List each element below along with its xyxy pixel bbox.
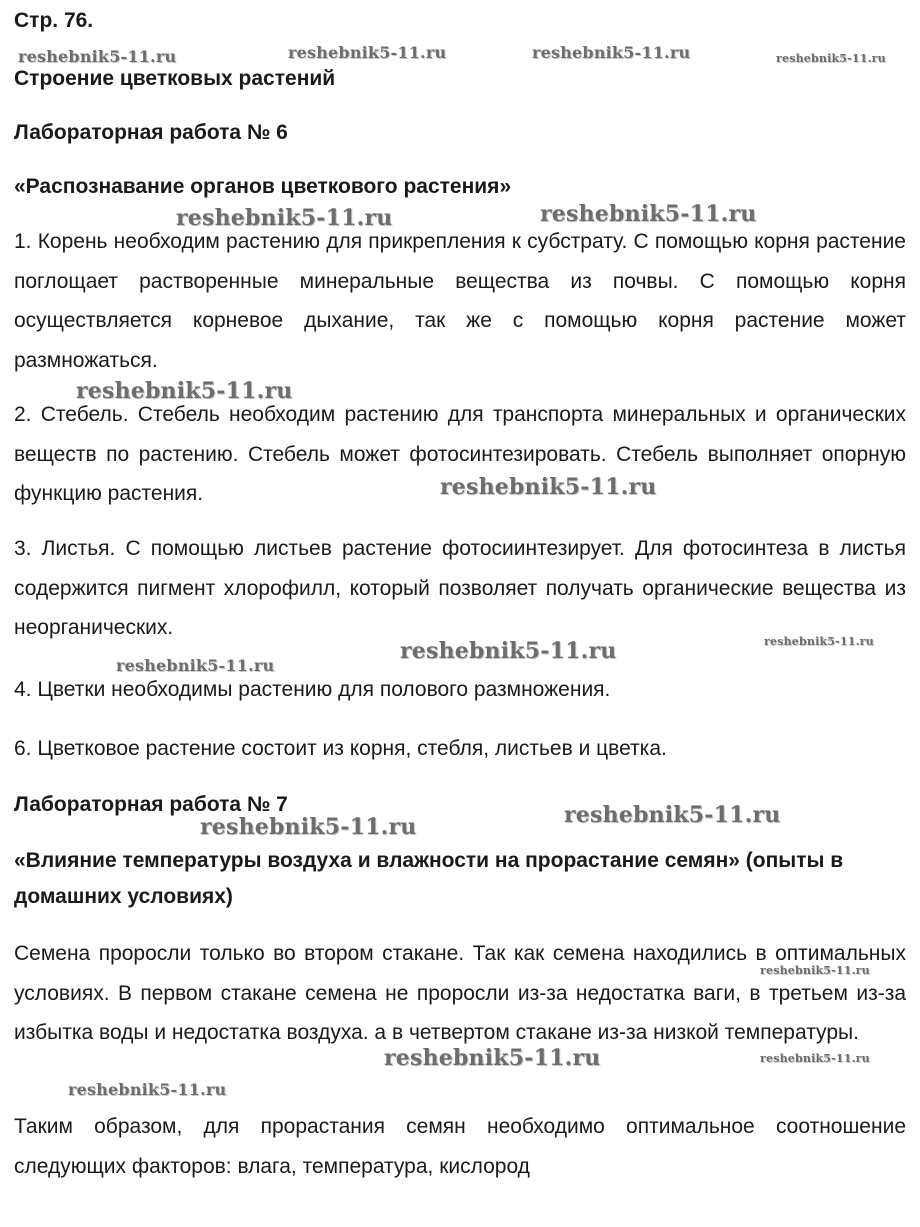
- watermark: reshebnik5-11.ru: [200, 814, 417, 840]
- watermark: reshebnik5-11.ru: [532, 43, 691, 62]
- lab7-paragraph-2: Таким образом, для прорастания семян необходимо оптимальное соотношение следующих факторов: влага, температура, кислород: [14, 1115, 906, 1178]
- lab6-item-1: 1. Корень необходим растению для прикрепления к субстрату. С помощью корня растение поглощает растворенные минеральные вещества из почвы. С помощью корня осуществляется корневое дыхание, так же с помощью корня растение может размножаться.: [14, 230, 906, 372]
- lab6-subtitle: «Распознавание органов цветкового растения»: [14, 175, 512, 198]
- lab6-title: Лабораторная работа № 6: [14, 121, 288, 144]
- watermark: reshebnik5-11.ru: [18, 47, 177, 66]
- watermark: reshebnik5-11.ru: [776, 52, 886, 65]
- watermark: reshebnik5-11.ru: [760, 1052, 870, 1065]
- section-title: Строение цветковых растений: [14, 67, 336, 90]
- watermark: reshebnik5-11.ru: [176, 205, 393, 231]
- watermark: reshebnik5-11.ru: [764, 635, 874, 648]
- watermark: reshebnik5-11.ru: [76, 378, 293, 404]
- page-label: Стр. 76.: [14, 9, 94, 32]
- lab7-title: Лабораторная работа № 7: [14, 793, 288, 816]
- watermark: reshebnik5-11.ru: [288, 43, 447, 62]
- lab7-paragraph-1: Семена проросли только во втором стакане. Так как семена находились в оптимальных условиях. В первом стакане семена не проросли из-за недостатка ваги, в третьем из-за избытка воды и недостатка воздуха. а в четвертом стакане из-за низкой температуры.: [14, 942, 906, 1044]
- watermark: reshebnik5-11.ru: [384, 1045, 601, 1071]
- lab6-item-4: 4. Цветки необходимы растению для полового размножения.: [14, 678, 611, 701]
- watermark: reshebnik5-11.ru: [400, 638, 617, 664]
- watermark: reshebnik5-11.ru: [68, 1080, 227, 1099]
- watermark: reshebnik5-11.ru: [760, 964, 870, 977]
- lab7-subtitle: «Влияние температуры воздуха и влажности на прорастание семян» (опыты в домашних условиях): [14, 849, 844, 908]
- lab6-item-3: 3. Листья. С помощью листьев растение фотосиинтезирует. Для фотосинтеза в листья содержится пигмент хлорофилл, который позволяет получать органические вещества из неорганических.: [14, 537, 906, 639]
- watermark: reshebnik5-11.ru: [540, 201, 757, 227]
- watermark: reshebnik5-11.ru: [116, 656, 275, 675]
- lab6-item-2: 2. Стебель. Стебель необходим растению для транспорта минеральных и органических веществ по растению. Стебель может фотосинтезировать. Стебель выполняет опорную функцию растения.: [14, 403, 906, 505]
- lab6-item-6: 6. Цветковое растение состоит из корня, стебля, листьев и цветка.: [14, 737, 667, 760]
- watermark: reshebnik5-11.ru: [440, 474, 657, 500]
- watermark: reshebnik5-11.ru: [564, 802, 781, 828]
